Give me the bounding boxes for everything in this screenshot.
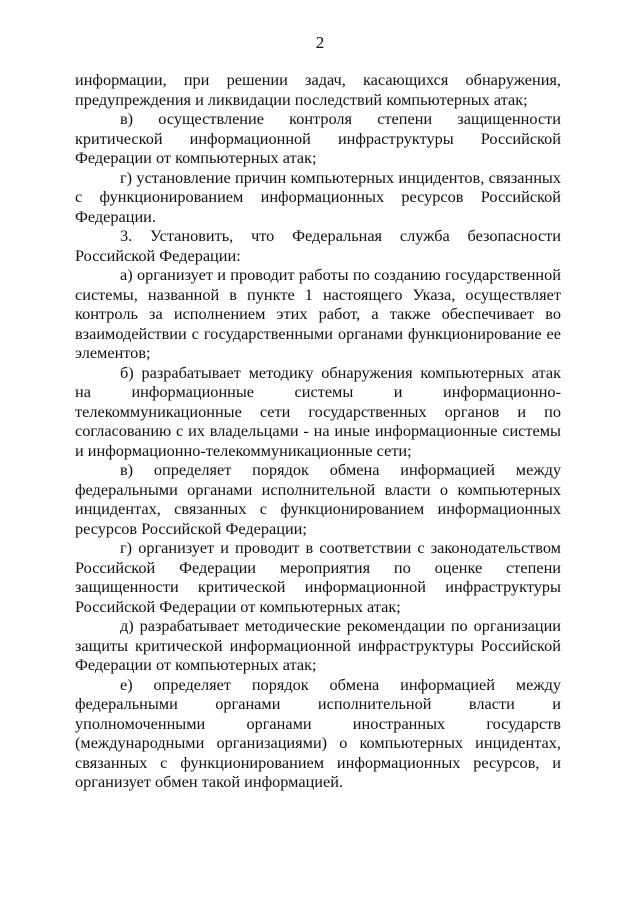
- paragraph-item-a: а) организует и проводит работы по созданию государственной системы, названной в пункте 1 настоящего Указа, осуществляет контроль за исполнением этих работ, а также обеспечивает во взаимодействии с государственными органами функционирование ее элементов;: [75, 265, 561, 362]
- document-body: [75, 70, 561, 792]
- paragraph-continuation: информации, при решении задач, касающихся обнаружения, предупреждения и ликвидации последствий компьютерных атак;: [75, 70, 561, 109]
- paragraph-item-g-2: г) организует и проводит в соответствии с законодательством Российской Федерации мероприятия по оценке степени защищенности критической информационной инфраструктуры Российской Федерации от компьютерных атак;: [75, 538, 561, 616]
- paragraph-item-d: д) разрабатывает методические рекомендации по организации защиты критической информационной инфраструктуры Российской Федерации от компьютерных атак;: [75, 616, 561, 674]
- paragraph-item-v: в) осуществление контроля степени защищенности критической информационной инфраструктуры Российской Федерации от компьютерных атак;: [75, 109, 561, 167]
- paragraph-item-v-2: в) определяет порядок обмена информацией между федеральными органами исполнительной власти о компьютерных инцидентах, связанных с функционированием информационных ресурсов Российской Федерации;: [75, 460, 561, 538]
- page-number: 2: [315, 33, 325, 52]
- paragraph-clause-3: 3. Установить, что Федеральная служба безопасности Российской Федерации:: [75, 226, 561, 265]
- paragraph-item-b: б) разрабатывает методику обнаружения компьютерных атак на информационные системы и информационно-телекоммуникационные сети государственных органов и по согласованию с их владельцами - на иные информационные системы и информационно-телекоммуникационные сети;: [75, 362, 561, 460]
- paragraph-item-e: е) определяет порядок обмена информацией между федеральными органами исполнительной власти и уполномоченными органами иностранных государств (международными организациями) о компьютерных инцидентах, связанных с функционированием информационных ресурсов, и организует обмен такой информацией.: [75, 674, 561, 791]
- paragraph-item-g: г) установление причин компьютерных инцидентов, связанных с функционированием информационных ресурсов Российской Федерации.: [75, 167, 561, 226]
